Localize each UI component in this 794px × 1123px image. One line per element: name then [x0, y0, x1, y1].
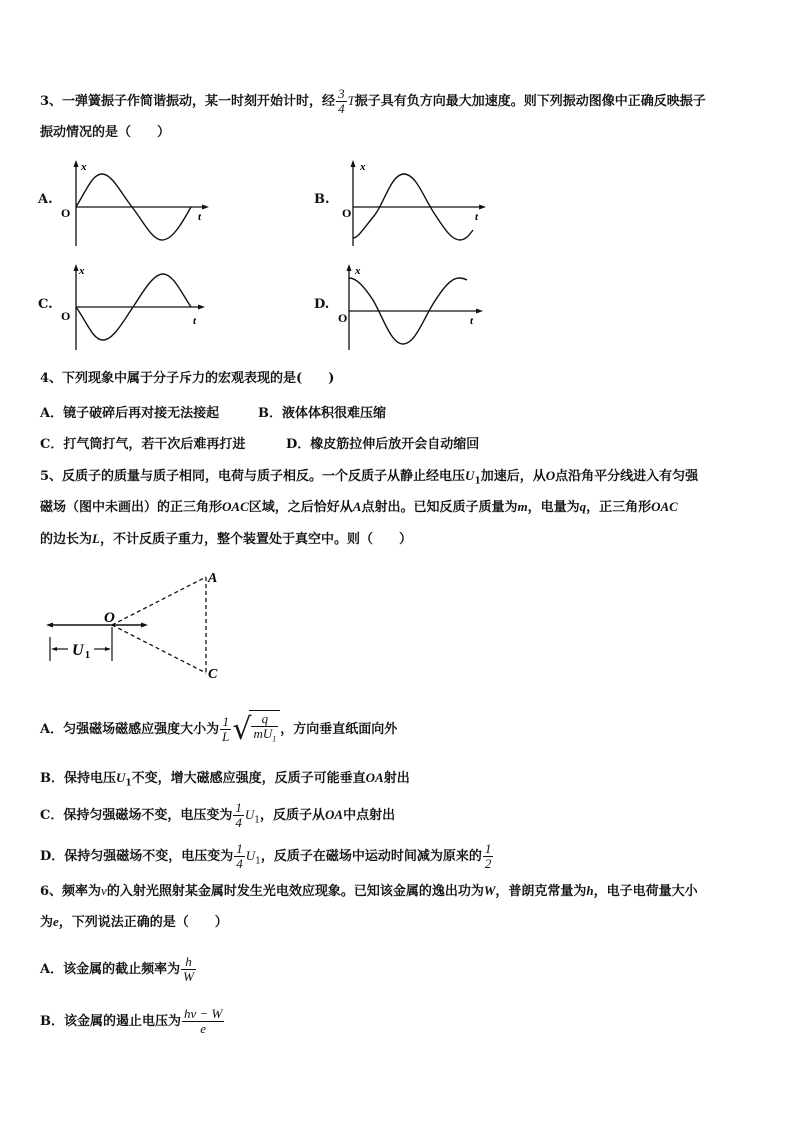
q4-option-d[interactable]: D．橡皮筋拉伸后放开会自动缩回 — [286, 437, 480, 452]
q4-option-b[interactable]: B．液体体积很难压缩 — [258, 406, 386, 421]
q5-fig-o: O — [104, 610, 115, 626]
q5-stem-line2: 磁场（图中未画出）的正三角形OAC区域，之后恰好从A点射出。已知反质子质量为m，电量为q，正三角形OAC — [40, 499, 678, 515]
q5-fig-u1-sub: 1 — [85, 650, 90, 661]
q3-period-symbol: T — [347, 93, 355, 108]
q5-option-a[interactable]: A．匀强磁场磁感应强度大小为 $\frac{1}{L}$ √ $\frac{q}{mU_1}$ ，方向垂直纸面向外 — [40, 710, 397, 749]
q3-option-d-label[interactable]: D. — [314, 297, 330, 312]
q3-stem-line1 — [40, 87, 706, 116]
q3-d-axis-t: t — [470, 315, 474, 327]
q3-fraction: $\frac{3}{4}$ — [338, 86, 345, 116]
q6-a-fraction: $\frac{h}{W}$ — [183, 954, 194, 984]
q3-option-c-label[interactable]: C. — [38, 297, 53, 312]
q5-fig-a: A — [208, 571, 218, 586]
q5-fig-u1: U — [72, 642, 84, 659]
q6-option-b[interactable]: B．该金属的遏止电压为 $\frac{h\nu - W}{e}$ — [40, 1006, 223, 1036]
q6-stem-line1: 6、频率为ν的入射光照射某金属时发生光电效应现象。已知该金属的逸出功为W，普朗克常量为h，电子电荷量大小 — [40, 883, 698, 899]
q3-stem-line2: 振动情况的是（ ） — [40, 125, 171, 140]
q5-triangle-figure — [38, 565, 238, 690]
q5-a-sqrt: $\frac{q}{mU_1}$ — [249, 710, 280, 749]
q5-d-half: $\frac{1}{2}$ — [484, 841, 492, 871]
q3-c-axis-x: x — [79, 265, 85, 277]
q6-b-fraction: $\frac{h\nu - W}{e}$ — [184, 1006, 223, 1036]
q3-a-origin: O — [61, 206, 71, 220]
q3-b-origin: O — [342, 206, 352, 220]
q3-d-origin: O — [338, 311, 348, 325]
q5-a-fraction: $\frac{1}{L}$ — [222, 714, 230, 744]
q5-stem-line3: 的边长为L，不计反质子重力，整个装置处于真空中。则（ ） — [40, 531, 412, 547]
q3-a-axis-t: t — [198, 211, 202, 223]
q3-text-after: 振子具有负方向最大加速度。则下列振动图像中正确反映振子 — [354, 94, 706, 109]
q4-option-a[interactable]: A．镜子破碎后再对接无法接起 — [40, 406, 220, 421]
q3-text-before: 、一弹簧振子作简谐振动，某一时刻开始计时，经 — [49, 94, 336, 109]
q6-option-a[interactable]: A．该金属的截止频率为 $\frac{h}{W}$ — [40, 954, 194, 984]
q3-c-axis-t: t — [193, 315, 197, 327]
q3-number: 3 — [40, 94, 50, 109]
q3-a-axis-x: x — [81, 161, 87, 173]
q5-option-b[interactable]: B．保持电压$U_1$不变，增大磁感应强度，反质子可能垂直OA射出 — [40, 770, 410, 789]
q5-option-c[interactable]: C．保持匀强磁场不变，电压变为 $\frac{1}{4}$ $U_1$，反质子从OA中点射出 — [40, 800, 396, 830]
q5-c-quarter: $\frac{1}{4}$ — [235, 800, 242, 830]
q3-option-c-graph[interactable] — [55, 262, 215, 352]
q3-d-axis-x: x — [355, 265, 361, 277]
q3-option-b-graph[interactable] — [336, 158, 496, 248]
q5-d-quarter: $\frac{1}{4}$ — [236, 841, 243, 871]
q3-option-a-graph[interactable] — [55, 158, 215, 248]
q3-option-d-graph[interactable] — [333, 262, 493, 352]
q6-stem-line2: 为e，下列说法正确的是（ ） — [40, 914, 228, 930]
q5-a-sqrt-sign: √ — [232, 711, 252, 747]
q3-option-b-label[interactable]: B. — [314, 192, 330, 207]
q4-option-c[interactable]: C．打气筒打气，若干次后难再打进 — [40, 437, 246, 452]
q3-option-a-label[interactable]: A. — [38, 192, 53, 207]
q3-c-origin: O — [61, 309, 71, 323]
q3-b-axis-t: t — [475, 211, 479, 223]
q5-stem-line1: 5、反质子的质量与质子相同，电荷与质子相反。一个反质子从静止经电压$U_1$加速后，从O点沿角平分线进入有匀强 — [40, 468, 699, 487]
q5-option-d[interactable]: D．保持匀强磁场不变，电压变为 $\frac{1}{4}$ $U_1$，反质子在磁场中运动时间减为原来的 $\frac{1}{2}$ — [40, 841, 492, 871]
q4-stem: 4、下列现象中属于分子斥力的宏观表现的是( ) — [40, 371, 335, 386]
q5-fig-c: C — [208, 667, 218, 682]
q3-b-axis-x: x — [360, 161, 366, 173]
